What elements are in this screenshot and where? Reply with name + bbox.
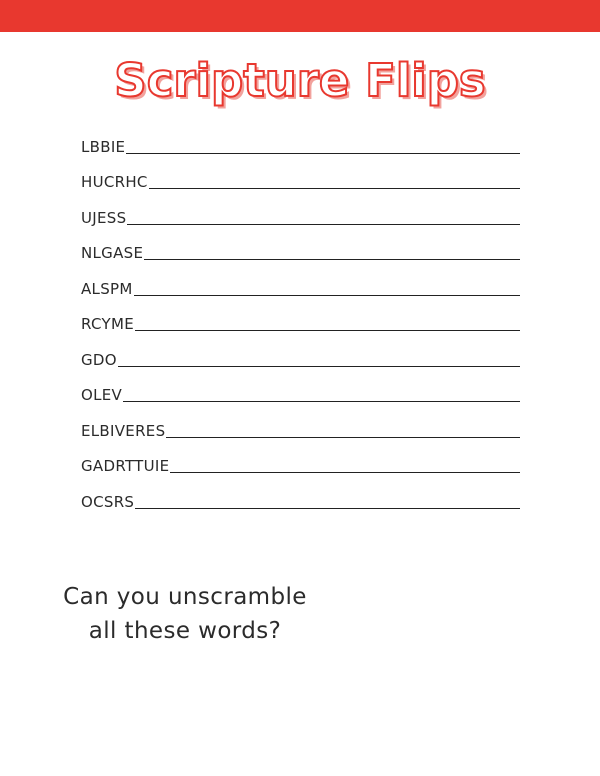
- scrambled-word: LBBIE: [81, 137, 126, 156]
- scrambled-word: OLEV: [81, 386, 123, 404]
- scrambled-word: GADRTTUIE: [81, 457, 170, 475]
- word-row: [81, 333, 520, 369]
- answer-line[interactable]: [135, 330, 520, 331]
- scrambled-word: OCSRS: [81, 492, 135, 511]
- word-row: [81, 156, 520, 192]
- word-row: [81, 475, 520, 511]
- answer-line[interactable]: [149, 188, 520, 189]
- answer-line[interactable]: [135, 508, 520, 509]
- word-row: [81, 120, 520, 156]
- instruction-line-2: all these words?: [88, 618, 282, 644]
- top-banner: [0, 0, 600, 32]
- word-row: [81, 369, 520, 405]
- worksheet-title: Scripture Flips: [114, 54, 486, 107]
- scrambled-word: ELBIVERES: [81, 421, 166, 440]
- instruction-text: [40, 580, 330, 648]
- answer-line[interactable]: [126, 153, 520, 154]
- word-row: [81, 298, 520, 334]
- word-row: [81, 227, 520, 263]
- answer-line[interactable]: [127, 224, 520, 225]
- word-list: [81, 120, 520, 511]
- scrambled-word: UJESS: [81, 208, 127, 227]
- word-row: [81, 191, 520, 227]
- scrambled-word: ALSPM: [81, 279, 133, 298]
- scrambled-word: NLGASE: [81, 244, 144, 262]
- answer-line[interactable]: [134, 295, 520, 296]
- answer-line[interactable]: [166, 437, 520, 438]
- word-row: [81, 262, 520, 298]
- word-row: [81, 440, 520, 476]
- answer-line[interactable]: [144, 259, 520, 260]
- instruction-line-1: Can you unscramble: [63, 584, 307, 610]
- answer-line[interactable]: [170, 472, 520, 473]
- answer-line[interactable]: [123, 401, 520, 402]
- scrambled-word: HUCRHC: [81, 173, 148, 191]
- scrambled-word: GDO: [81, 350, 117, 369]
- word-row: [81, 404, 520, 440]
- scrambled-word: RCYME: [81, 315, 134, 333]
- answer-line[interactable]: [118, 366, 520, 367]
